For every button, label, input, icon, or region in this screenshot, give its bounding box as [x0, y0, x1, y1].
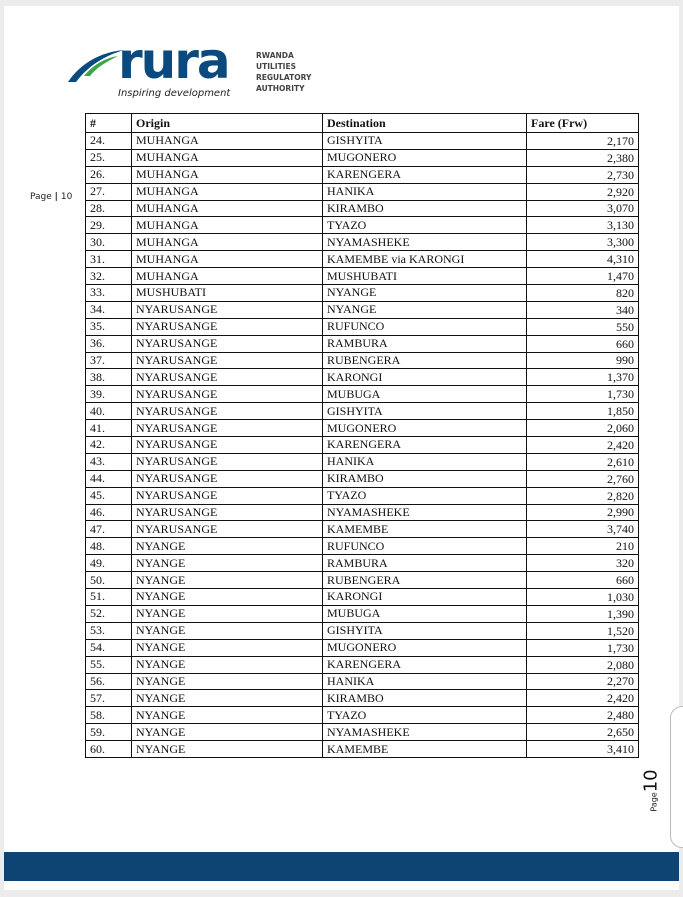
row-fare: 2,650 — [527, 724, 639, 741]
row-destination: RUBENGERA — [323, 572, 527, 589]
page-number-rotated: Page10 — [640, 769, 662, 812]
row-fare: 3,300 — [527, 234, 639, 251]
row-destination: TYAZO — [323, 487, 527, 504]
row-origin: NYANGE — [132, 724, 323, 741]
row-destination: TYAZO — [323, 707, 527, 724]
table-row — [86, 707, 639, 724]
row-number: 39. — [86, 386, 132, 403]
row-fare: 1,370 — [527, 369, 639, 386]
footer-bar — [4, 852, 679, 881]
row-origin: MUHANGA — [132, 149, 323, 166]
row-destination: RUFUNCO — [323, 538, 527, 555]
row-fare: 320 — [527, 555, 639, 572]
table-row — [86, 639, 639, 656]
row-fare: 2,380 — [527, 149, 639, 166]
logo-wordmark: rura — [118, 32, 229, 90]
row-fare: 1,470 — [527, 268, 639, 285]
row-fare: 2,420 — [527, 437, 639, 454]
row-fare: 1,850 — [527, 403, 639, 420]
row-destination: MUGONERO — [323, 420, 527, 437]
logo-authority-text: RWANDA UTILITIES REGULATORY AUTHORITY — [256, 51, 312, 93]
row-number: 43. — [86, 453, 132, 470]
row-fare: 2,060 — [527, 420, 639, 437]
row-destination: KARENGERA — [323, 656, 527, 673]
row-fare: 1,730 — [527, 639, 639, 656]
row-fare: 550 — [527, 318, 639, 335]
row-fare: 1,390 — [527, 605, 639, 622]
row-origin: NYARUSANGE — [132, 352, 323, 369]
row-number: 45. — [86, 487, 132, 504]
row-fare: 2,610 — [527, 453, 639, 470]
row-origin: MUHANGA — [132, 251, 323, 268]
table-row — [86, 605, 639, 622]
table-row — [86, 285, 639, 302]
table-row — [86, 386, 639, 403]
row-origin: NYARUSANGE — [132, 521, 323, 538]
table-header-row — [86, 114, 639, 133]
row-fare: 2,480 — [527, 707, 639, 724]
row-number: 51. — [86, 589, 132, 606]
table-row — [86, 420, 639, 437]
row-number: 36. — [86, 335, 132, 352]
row-origin: MUHANGA — [132, 166, 323, 183]
row-destination: RUFUNCO — [323, 318, 527, 335]
row-fare: 2,730 — [527, 166, 639, 183]
row-destination: KARENGERA — [323, 166, 527, 183]
row-number: 24. — [86, 133, 132, 150]
row-origin: MUHANGA — [132, 268, 323, 285]
row-destination: KIRAMBO — [323, 200, 527, 217]
row-fare: 660 — [527, 335, 639, 352]
row-number: 27. — [86, 183, 132, 200]
row-destination: NYAMASHEKE — [323, 234, 527, 251]
page-number-side: Page | 10 — [30, 192, 73, 202]
table-row — [86, 724, 639, 741]
row-origin: NYANGE — [132, 538, 323, 555]
row-destination: MUSHUBATI — [323, 268, 527, 285]
row-number: 48. — [86, 538, 132, 555]
row-destination: NYANGE — [323, 285, 527, 302]
row-number: 37. — [86, 352, 132, 369]
row-number: 30. — [86, 234, 132, 251]
row-fare: 660 — [527, 572, 639, 589]
table-row — [86, 504, 639, 521]
table-row — [86, 589, 639, 606]
row-origin: MUHANGA — [132, 133, 323, 150]
row-fare: 3,070 — [527, 200, 639, 217]
row-fare: 3,410 — [527, 741, 639, 758]
table-row — [86, 183, 639, 200]
header-fare: Fare (Frw) — [527, 114, 639, 133]
row-origin: NYARUSANGE — [132, 487, 323, 504]
table-row — [86, 487, 639, 504]
rura-logo — [66, 32, 326, 106]
row-origin: NYANGE — [132, 690, 323, 707]
row-destination: MUBUGA — [323, 386, 527, 403]
row-origin: NYANGE — [132, 605, 323, 622]
table-row — [86, 166, 639, 183]
row-destination: KIRAMBO — [323, 690, 527, 707]
row-origin: NYARUSANGE — [132, 318, 323, 335]
row-fare: 3,740 — [527, 521, 639, 538]
row-origin: MUHANGA — [132, 217, 323, 234]
row-destination: NYAMASHEKE — [323, 504, 527, 521]
row-origin: NYANGE — [132, 656, 323, 673]
row-number: 34. — [86, 301, 132, 318]
row-destination: HANIKA — [323, 183, 527, 200]
row-number: 26. — [86, 166, 132, 183]
row-destination: HANIKA — [323, 673, 527, 690]
row-fare: 820 — [527, 285, 639, 302]
row-number: 35. — [86, 318, 132, 335]
row-destination: RAMBURA — [323, 335, 527, 352]
row-fare: 2,080 — [527, 656, 639, 673]
row-destination: RAMBURA — [323, 555, 527, 572]
row-origin: NYANGE — [132, 639, 323, 656]
table-row — [86, 301, 639, 318]
row-number: 31. — [86, 251, 132, 268]
row-destination: KARONGI — [323, 589, 527, 606]
header-destination: Destination — [323, 114, 527, 133]
row-fare: 2,270 — [527, 673, 639, 690]
table-row — [86, 335, 639, 352]
document-page — [4, 6, 679, 890]
row-number: 54. — [86, 639, 132, 656]
table-row — [86, 538, 639, 555]
row-fare: 2,990 — [527, 504, 639, 521]
row-destination: KAMEMBE — [323, 741, 527, 758]
fare-table — [85, 113, 639, 758]
table-row — [86, 470, 639, 487]
table-row — [86, 234, 639, 251]
row-origin: NYARUSANGE — [132, 437, 323, 454]
logo-tagline: Inspiring development — [118, 88, 231, 99]
row-destination: KAMEMBE — [323, 521, 527, 538]
row-fare: 2,170 — [527, 133, 639, 150]
header-number: # — [86, 114, 132, 133]
row-fare: 2,920 — [527, 183, 639, 200]
table-row — [86, 318, 639, 335]
table-row — [86, 656, 639, 673]
row-origin: NYARUSANGE — [132, 301, 323, 318]
row-destination: MUGONERO — [323, 639, 527, 656]
row-number: 33. — [86, 285, 132, 302]
table-row — [86, 555, 639, 572]
row-destination: KARONGI — [323, 369, 527, 386]
row-number: 40. — [86, 403, 132, 420]
row-destination: NYAMASHEKE — [323, 724, 527, 741]
row-fare: 990 — [527, 352, 639, 369]
row-number: 60. — [86, 741, 132, 758]
row-origin: NYARUSANGE — [132, 470, 323, 487]
row-number: 38. — [86, 369, 132, 386]
row-fare: 1,030 — [527, 589, 639, 606]
row-number: 25. — [86, 149, 132, 166]
row-number: 41. — [86, 420, 132, 437]
row-number: 28. — [86, 200, 132, 217]
row-number: 57. — [86, 690, 132, 707]
row-fare: 4,310 — [527, 251, 639, 268]
row-origin: MUHANGA — [132, 183, 323, 200]
row-origin: NYARUSANGE — [132, 420, 323, 437]
table-row — [86, 622, 639, 639]
table-row — [86, 369, 639, 386]
table-row — [86, 453, 639, 470]
row-number: 55. — [86, 656, 132, 673]
row-origin: NYARUSANGE — [132, 369, 323, 386]
row-fare: 2,820 — [527, 487, 639, 504]
row-number: 44. — [86, 470, 132, 487]
row-destination: TYAZO — [323, 217, 527, 234]
row-origin: NYANGE — [132, 622, 323, 639]
table-row — [86, 352, 639, 369]
row-number: 52. — [86, 605, 132, 622]
table-row — [86, 673, 639, 690]
row-destination: NYANGE — [323, 301, 527, 318]
table-row — [86, 403, 639, 420]
table-row — [86, 200, 639, 217]
header-origin: Origin — [132, 114, 323, 133]
row-destination: RUBENGERA — [323, 352, 527, 369]
row-fare: 1,730 — [527, 386, 639, 403]
row-origin: NYARUSANGE — [132, 403, 323, 420]
row-number: 56. — [86, 673, 132, 690]
table-row — [86, 217, 639, 234]
row-origin: MUHANGA — [132, 200, 323, 217]
row-destination: GISHYITA — [323, 622, 527, 639]
page-curl — [670, 706, 683, 848]
row-origin: NYANGE — [132, 673, 323, 690]
row-number: 59. — [86, 724, 132, 741]
table-row — [86, 741, 639, 758]
row-destination: KIRAMBO — [323, 470, 527, 487]
row-origin: NYARUSANGE — [132, 504, 323, 521]
row-destination: MUGONERO — [323, 149, 527, 166]
row-destination: MUBUGA — [323, 605, 527, 622]
row-fare: 210 — [527, 538, 639, 555]
table-row — [86, 521, 639, 538]
row-origin: NYARUSANGE — [132, 453, 323, 470]
row-origin: NYANGE — [132, 572, 323, 589]
row-number: 47. — [86, 521, 132, 538]
row-number: 49. — [86, 555, 132, 572]
row-number: 46. — [86, 504, 132, 521]
row-fare: 3,130 — [527, 217, 639, 234]
table-row — [86, 268, 639, 285]
table-row — [86, 149, 639, 166]
row-fare: 2,420 — [527, 690, 639, 707]
row-destination: HANIKA — [323, 453, 527, 470]
row-number: 32. — [86, 268, 132, 285]
row-number: 58. — [86, 707, 132, 724]
row-origin: NYANGE — [132, 589, 323, 606]
row-origin: NYARUSANGE — [132, 335, 323, 352]
row-number: 29. — [86, 217, 132, 234]
table-row — [86, 437, 639, 454]
row-number: 53. — [86, 622, 132, 639]
row-origin: NYANGE — [132, 707, 323, 724]
table-row — [86, 133, 639, 150]
row-destination: KARENGERA — [323, 437, 527, 454]
row-destination: GISHYITA — [323, 403, 527, 420]
row-destination: KAMEMBE via KARONGI — [323, 251, 527, 268]
swoosh-icon — [66, 46, 126, 86]
row-origin: MUHANGA — [132, 234, 323, 251]
table-row — [86, 690, 639, 707]
row-origin: MUSHUBATI — [132, 285, 323, 302]
row-number: 42. — [86, 437, 132, 454]
table-row — [86, 572, 639, 589]
row-origin: NYANGE — [132, 741, 323, 758]
row-number: 50. — [86, 572, 132, 589]
row-fare: 1,520 — [527, 622, 639, 639]
row-fare: 2,760 — [527, 470, 639, 487]
row-fare: 340 — [527, 301, 639, 318]
row-destination: GISHYITA — [323, 133, 527, 150]
row-origin: NYARUSANGE — [132, 386, 323, 403]
row-origin: NYANGE — [132, 555, 323, 572]
table-row — [86, 251, 639, 268]
